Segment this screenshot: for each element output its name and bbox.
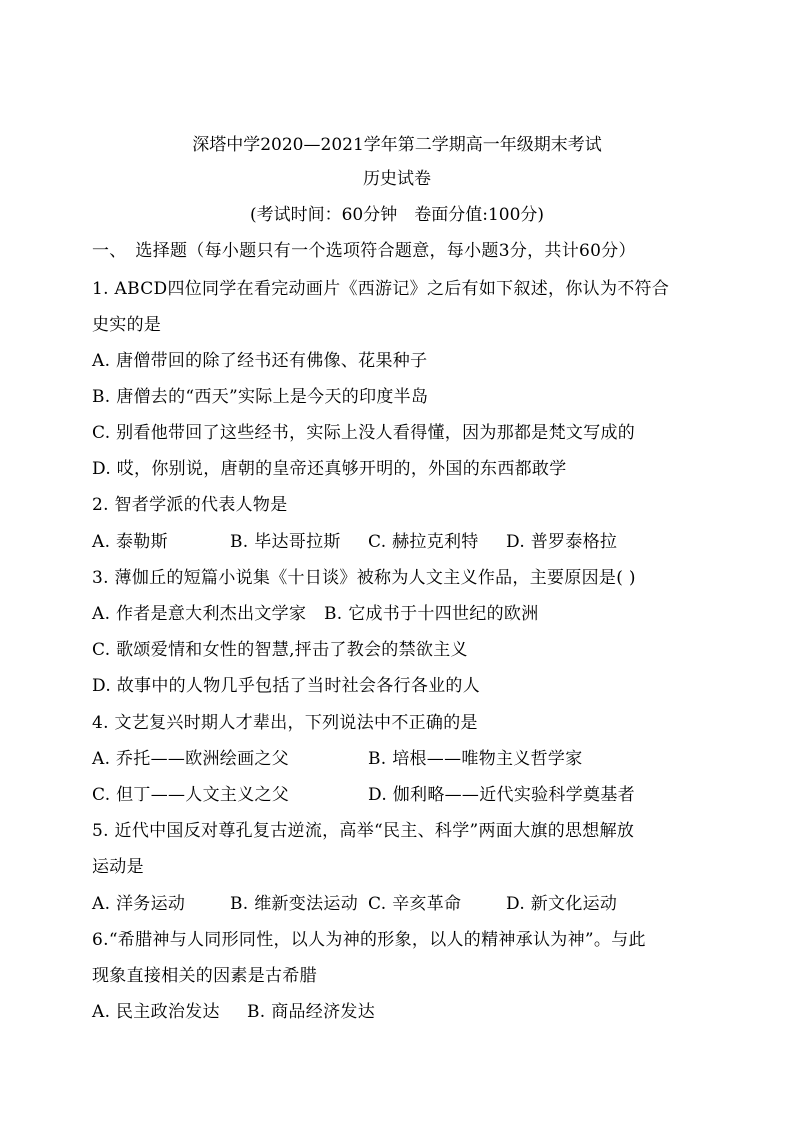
- question-2-option-a: A. 泰勒斯: [92, 532, 168, 552]
- question-5-options: [92, 889, 722, 914]
- question-2-option-c: C. 赫拉克利特: [368, 532, 479, 552]
- exam-subject: 历史试卷: [363, 169, 431, 189]
- question-3-options-ab: [92, 599, 722, 624]
- question-5-option-d: D. 新文化运动: [506, 894, 618, 914]
- question-3-option-c: C. 歌颂爱情和女性的智慧,抨击了教会的禁欲主义: [92, 640, 468, 660]
- question-5-stem-line-2: 运动是: [92, 857, 144, 877]
- question-2-options: [92, 527, 722, 552]
- question-6-stem-line-1: 6.“希腊神与人同形同性，以人为神的形象，以人的精神承认为神”。与此: [92, 930, 646, 950]
- question-4-options-ab: [92, 744, 722, 769]
- question-3-option-d: D. 故事中的人物几乎包括了当时社会各行各业的人: [92, 676, 481, 696]
- question-4-options-cd: [92, 780, 722, 805]
- section-heading: 一、 选择题（每小题只有一个选项符合题意，每小题3分，共计60分）: [92, 241, 636, 261]
- exam-title: 深塔中学2020—2021学年第二学期高一年级期末考试: [192, 135, 602, 155]
- question-4-option-c: C. 但丁——人文主义之父: [92, 785, 290, 805]
- question-1-option-c: C. 别看他带回了这些经书，实际上没人看得懂，因为那都是梵文写成的: [92, 423, 636, 443]
- question-3-option-b: B. 它成书于十四世纪的欧洲: [324, 604, 539, 624]
- question-2-option-b: B. 毕达哥拉斯: [230, 532, 341, 552]
- question-3-option-a: A. 作者是意大利杰出文学家: [92, 604, 307, 624]
- question-4-option-d: D. 伽利略——近代实验科学奠基者: [368, 785, 635, 805]
- question-1-option-d: D. 哎，你别说，唐朝的皇帝还真够开明的，外国的东西都敢学: [92, 459, 567, 479]
- question-1-option-b: B. 唐僧去的“西天”实际上是今天的印度半岛: [92, 387, 429, 407]
- question-4-option-a: A. 乔托——欧洲绘画之父: [92, 749, 289, 769]
- question-6-option-a: A. 民主政治发达: [92, 1002, 220, 1022]
- question-1-stem-line-1: 1. ABCD四位同学在看完动画片《西游记》之后有如下叙述，你认为不符合: [92, 279, 670, 299]
- question-1-option-a: A. 唐僧带回的除了经书还有佛像、花果种子: [92, 351, 428, 371]
- exam-info: (考试时间：60分钟 卷面分值:100分): [249, 205, 545, 225]
- question-4-stem: 4. 文艺复兴时期人才辈出，下列说法中不正确的是: [92, 713, 478, 733]
- question-4-option-b: B. 培根——唯物主义哲学家: [368, 749, 583, 769]
- question-3-stem: 3. 薄伽丘的短篇小说集《十日谈》被称为人文主义作品，主要原因是( ): [92, 568, 636, 588]
- question-2-stem: 2. 智者学派的代表人物是: [92, 495, 288, 515]
- question-5-stem-line-1: 5. 近代中国反对尊孔复古逆流，高举“民主、科学”两面大旗的思想解放: [92, 821, 635, 841]
- question-5-option-c: C. 辛亥革命: [368, 894, 462, 914]
- question-5-option-b: B. 维新变法运动: [230, 894, 358, 914]
- question-6-options-ab: [92, 997, 722, 1022]
- question-6-stem-line-2: 现象直接相关的因素是古希腊: [92, 966, 317, 986]
- question-2-option-d: D. 普罗泰格拉: [506, 532, 618, 552]
- question-1-stem-line-2: 史实的是: [92, 315, 162, 335]
- question-6-option-b: B. 商品经济发达: [247, 1002, 375, 1022]
- question-5-option-a: A. 洋务运动: [92, 894, 186, 914]
